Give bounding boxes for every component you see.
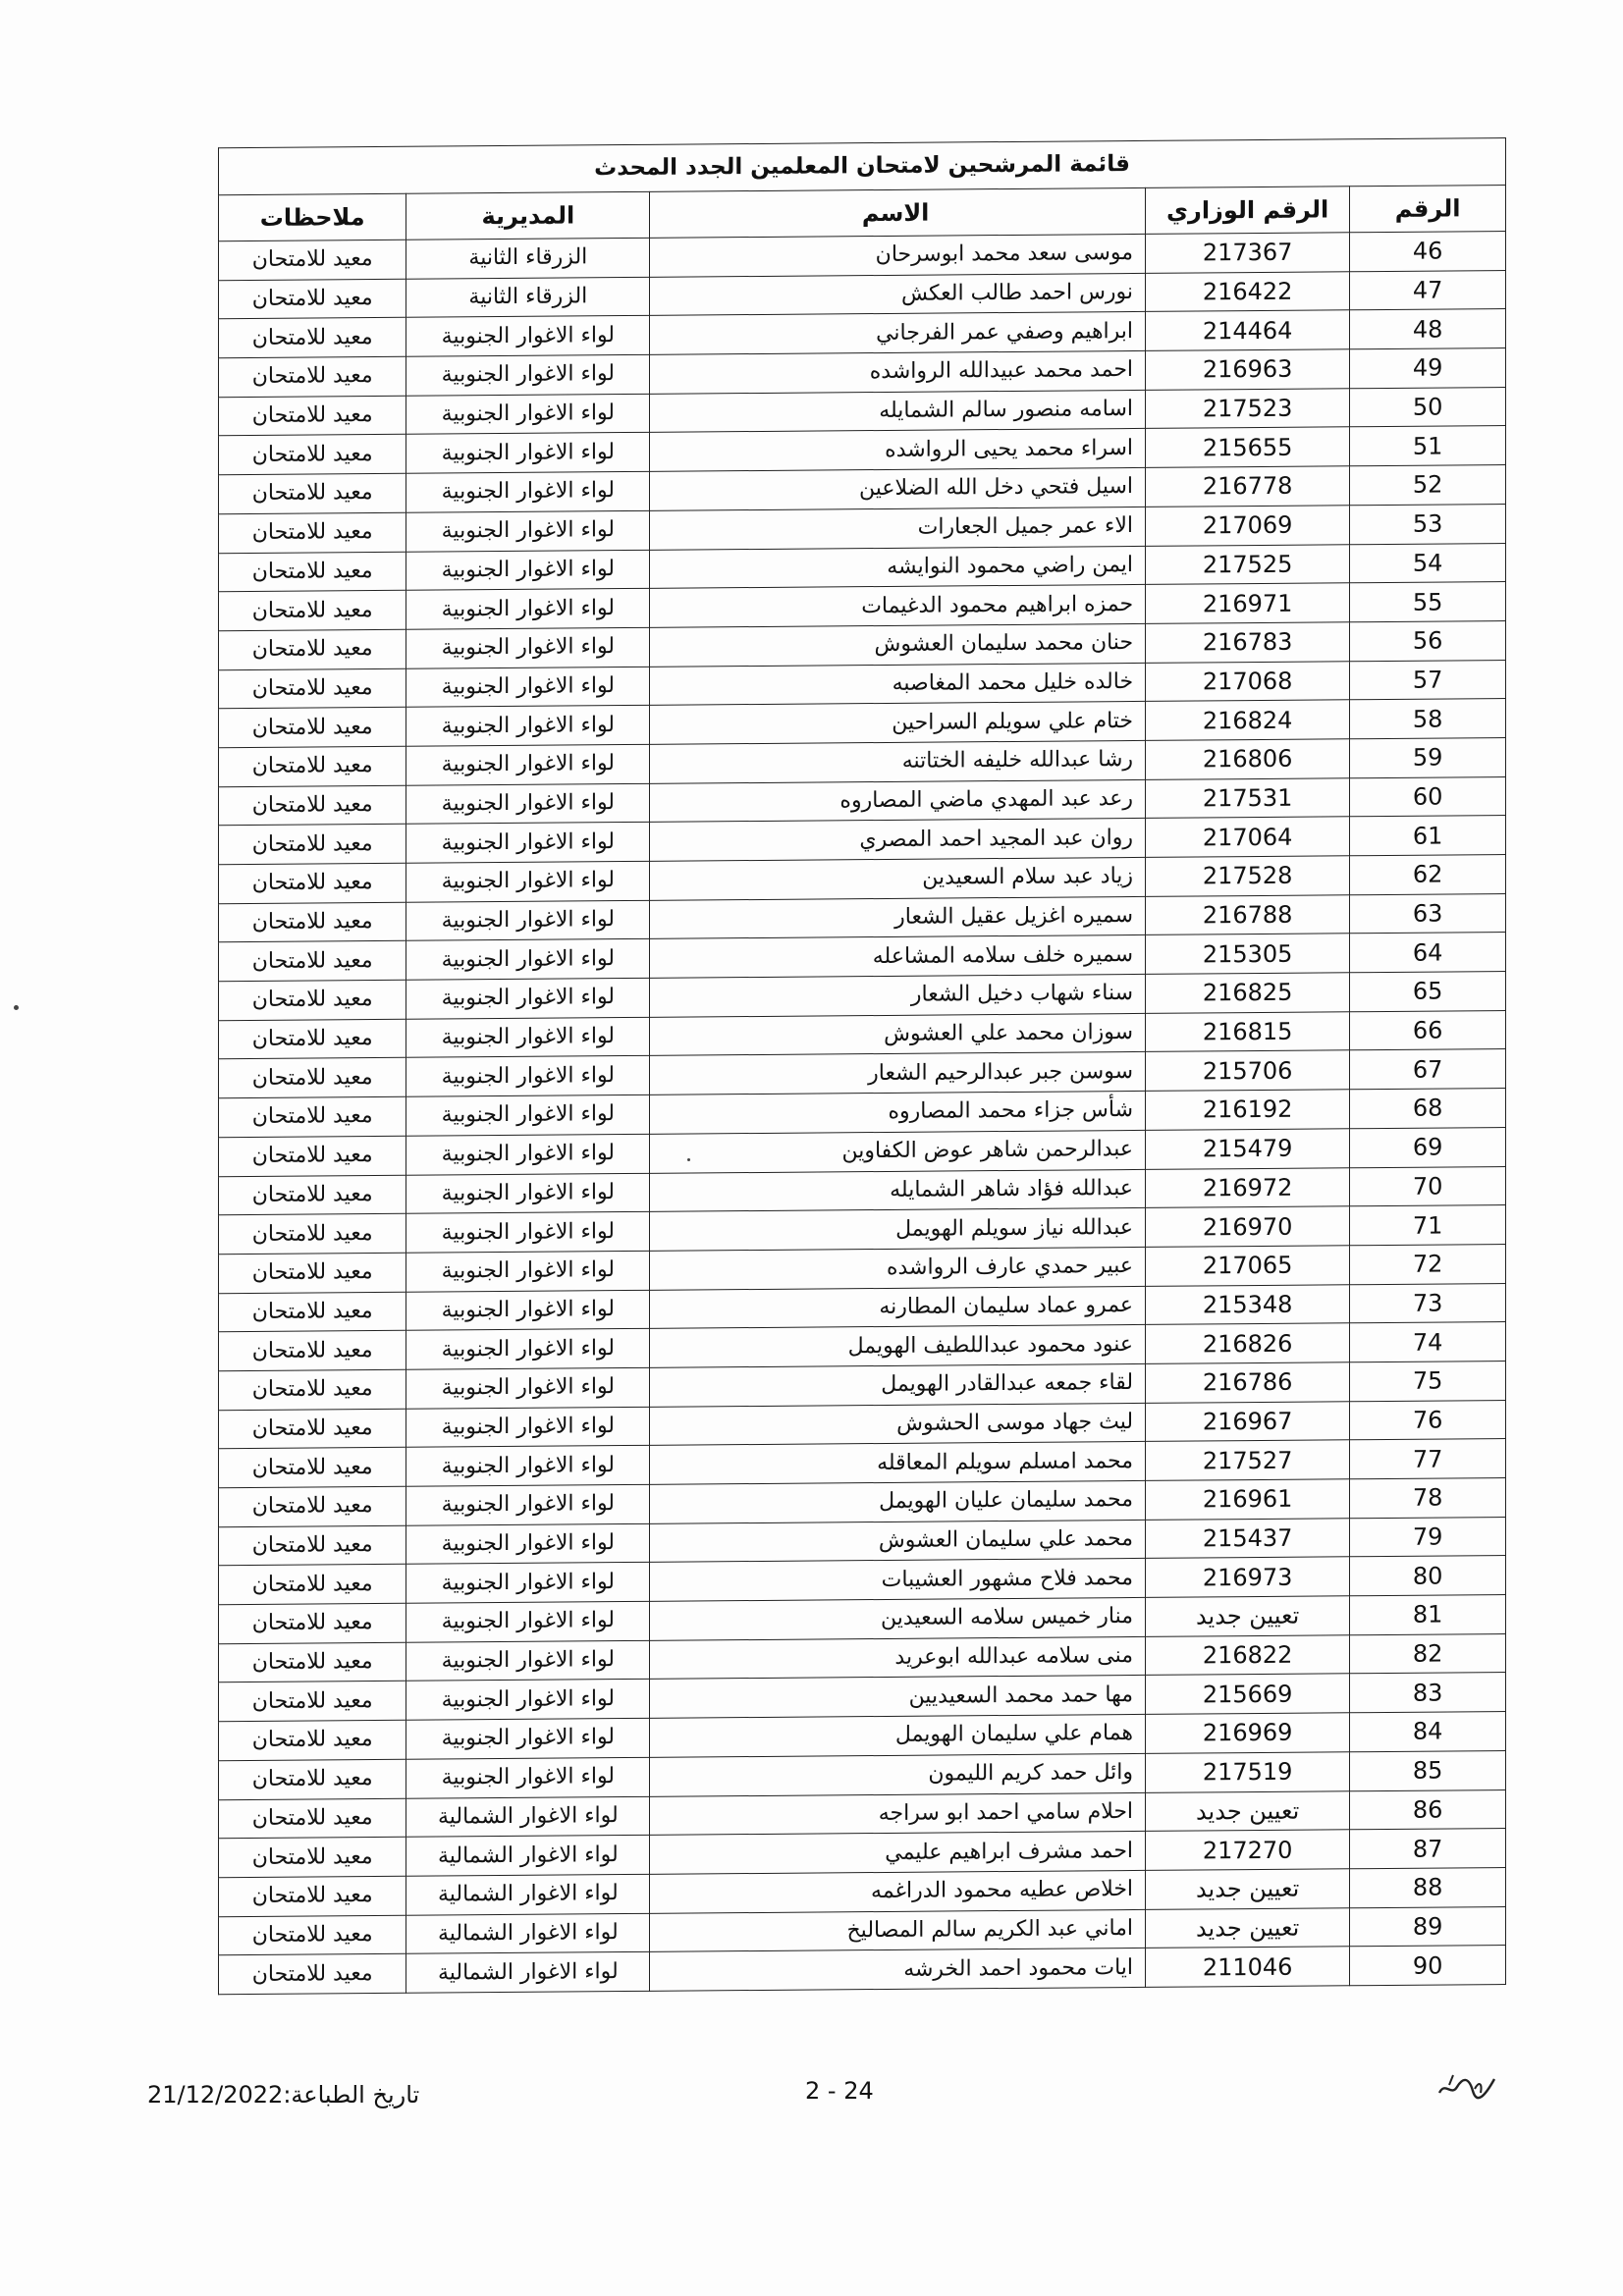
cell-ministry-id: 216783 — [1146, 622, 1350, 663]
scan-speck — [14, 1005, 19, 1010]
cell-directorate: لواء الاغوار الجنوبية — [406, 1173, 650, 1214]
cell-notes: معيد للامتحان — [219, 980, 406, 1020]
cell-num: 88 — [1350, 1867, 1506, 1907]
cell-name: همام علي سليمان الهويمل — [650, 1715, 1146, 1758]
cell-num: 89 — [1350, 1906, 1506, 1947]
cell-num: 77 — [1350, 1439, 1506, 1479]
cell-ministry-id: 214464 — [1146, 310, 1350, 350]
cell-ministry-id: 217270 — [1146, 1830, 1350, 1870]
cell-name: عنود محمود عبداللطيف الهويمل — [650, 1325, 1146, 1368]
cell-directorate: لواء الاغوار الشمالية — [406, 1796, 650, 1838]
cell-name: اماني عبد الكريم سالم المصاليخ — [650, 1909, 1146, 1952]
cell-directorate: لواء الاغوار الجنوبية — [406, 1329, 650, 1370]
cell-name: سوسن جبر عبدالرحيم الشعار — [650, 1052, 1146, 1095]
cell-notes: معيد للامتحان — [219, 1837, 406, 1877]
cell-num: 50 — [1350, 387, 1506, 427]
cell-directorate: لواء الاغوار الجنوبية — [406, 1757, 650, 1798]
cell-name: عبير حمدي عارف الرواشده — [650, 1247, 1146, 1290]
scan-speck — [687, 1158, 690, 1161]
cell-notes: معيد للامتحان — [219, 1642, 406, 1682]
cell-num: 58 — [1350, 699, 1506, 739]
cell-directorate: لواء الاغوار الجنوبية — [406, 978, 650, 1019]
candidates-table — [218, 137, 1506, 1995]
cell-name: روان عبد المجيد احمد المصري — [650, 819, 1146, 862]
cell-num: 73 — [1350, 1283, 1506, 1323]
cell-num: 59 — [1350, 737, 1506, 777]
cell-directorate: لواء الاغوار الجنوبية — [406, 1563, 650, 1604]
cell-num: 75 — [1350, 1361, 1506, 1401]
cell-notes: معيد للامتحان — [219, 1369, 406, 1410]
cell-notes: معيد للامتحان — [219, 1603, 406, 1643]
cell-directorate: لواء الاغوار الجنوبية — [406, 1446, 650, 1487]
cell-num: 48 — [1350, 309, 1506, 349]
candidates-table-wrapper — [218, 137, 1506, 1995]
cell-name: احلام سامي احمد ابو سراجه — [650, 1792, 1146, 1836]
cell-num: 81 — [1350, 1595, 1506, 1635]
header-num: الرقم — [1350, 186, 1506, 233]
cell-notes: معيد للامتحان — [219, 941, 406, 982]
cell-name: خالده خليل محمد المغاصبه — [650, 663, 1146, 706]
cell-num: 46 — [1350, 232, 1506, 272]
cell-num: 65 — [1350, 972, 1506, 1012]
header-ministry-id: الرقم الوزاري — [1146, 187, 1350, 235]
cell-notes: معيد للامتحان — [219, 1486, 406, 1526]
cell-name: ختام علي سويلم السراحين — [650, 702, 1146, 745]
cell-name: ايمن راضي محمود النوايشه — [650, 546, 1146, 589]
cell-directorate: لواء الاغوار الجنوبية — [406, 861, 650, 902]
cell-num: 87 — [1350, 1829, 1506, 1869]
cell-name: اسامه منصور سالم الشمايله — [650, 390, 1146, 433]
cell-notes: معيد للامتحان — [219, 1409, 406, 1449]
cell-num: 71 — [1350, 1205, 1506, 1246]
header-notes: ملاحظات — [219, 193, 406, 241]
cell-notes: معيد للامتحان — [219, 1759, 406, 1799]
cell-notes: معيد للامتحان — [219, 1876, 406, 1916]
cell-ministry-id: 215669 — [1146, 1674, 1350, 1714]
cell-ministry-id: 215479 — [1146, 1129, 1350, 1169]
cell-directorate: لواء الاغوار الشمالية — [406, 1952, 650, 1994]
cell-directorate: لواء الاغوار الجنوبية — [406, 1095, 650, 1136]
cell-ministry-id: 216967 — [1146, 1401, 1350, 1441]
cell-name: حمزه ابراهيم محمود الدغيمات — [650, 585, 1146, 628]
cell-name: شأس جزاء محمد المصاروه — [650, 1092, 1146, 1135]
cell-directorate: لواء الاغوار الشمالية — [406, 1913, 650, 1954]
cell-num: 56 — [1350, 620, 1506, 661]
cell-ministry-id: 216822 — [1146, 1635, 1350, 1676]
cell-directorate: لواء الاغوار الجنوبية — [406, 1680, 650, 1721]
cell-notes: معيد للامتحان — [219, 708, 406, 748]
cell-ministry-id: 217527 — [1146, 1440, 1350, 1480]
cell-name: موسى سعد محمد ابوسرحان — [650, 234, 1146, 277]
cell-directorate: الزرقاء الثانية — [406, 277, 650, 318]
cell-notes: معيد للامتحان — [219, 356, 406, 397]
cell-notes: معيد للامتحان — [219, 825, 406, 865]
cell-name: مها حمد محمد السعيديين — [650, 1676, 1146, 1719]
cell-ministry-id: 216778 — [1146, 466, 1350, 507]
cell-notes: معيد للامتحان — [219, 1798, 406, 1839]
cell-num: 85 — [1350, 1750, 1506, 1790]
cell-name: ابراهيم وصفي عمر الفرجاني — [650, 312, 1146, 355]
cell-notes: معيد للامتحان — [219, 668, 406, 709]
cell-notes: معيد للامتحان — [219, 1525, 406, 1566]
cell-directorate: لواء الاغوار الجنوبية — [406, 1407, 650, 1448]
cell-notes: معيد للامتحان — [219, 1954, 406, 1995]
cell-notes: معيد للامتحان — [219, 1175, 406, 1215]
cell-name: عبدالرحمن شاهر عوض الكفاوين — [650, 1130, 1146, 1173]
cell-notes: معيد للامتحان — [219, 318, 406, 358]
cell-num: 60 — [1350, 776, 1506, 817]
cell-ministry-id: 216970 — [1146, 1206, 1350, 1247]
cell-ministry-id: 216972 — [1146, 1167, 1350, 1207]
cell-num: 53 — [1350, 504, 1506, 544]
cell-notes: معيد للامتحان — [219, 279, 406, 319]
cell-name: منى سلامه عبدالله ابوعريد — [650, 1636, 1146, 1680]
cell-notes: معيد للامتحان — [219, 1915, 406, 1955]
cell-notes: معيد للامتحان — [219, 863, 406, 903]
cell-num: 78 — [1350, 1478, 1506, 1519]
header-directorate: المديرية — [406, 191, 650, 240]
signature-mark — [1435, 2067, 1498, 2103]
cell-notes: معيد للامتحان — [219, 1096, 406, 1137]
cell-directorate: لواء الاغوار الجنوبية — [406, 510, 650, 552]
cell-ministry-id: 217069 — [1146, 506, 1350, 546]
cell-notes: معيد للامتحان — [219, 552, 406, 592]
cell-name: عمرو عماد سليمان المطارنه — [650, 1286, 1146, 1329]
cell-name: نورس احمد طالب العكش — [650, 273, 1146, 316]
cell-directorate: لواء الاغوار الجنوبية — [406, 627, 650, 668]
cell-name: اسيل فتحي دخل الله الضلاعين — [650, 468, 1146, 511]
cell-ministry-id: 211046 — [1146, 1947, 1350, 1987]
cell-ministry-id: 217528 — [1146, 856, 1350, 896]
cell-name: وائل حمد كريم الليمون — [650, 1753, 1146, 1796]
cell-ministry-id: 215305 — [1146, 934, 1350, 974]
cell-num: 64 — [1350, 933, 1506, 973]
cell-notes: معيد للامتحان — [219, 1720, 406, 1760]
cell-ministry-id: 217523 — [1146, 389, 1350, 429]
cell-ministry-id: 216788 — [1146, 894, 1350, 934]
cell-name: عبدالله فؤاد شاهر الشمايله — [650, 1169, 1146, 1212]
cell-notes: معيد للامتحان — [219, 396, 406, 436]
cell-name: ايات محمود احمد الخرشه — [650, 1949, 1146, 1992]
cell-name: لقاء جمعه عبدالقادر الهويمل — [650, 1363, 1146, 1407]
cell-name: حنان محمد سليمان العشوش — [650, 623, 1146, 667]
cell-directorate: لواء الاغوار الجنوبية — [406, 744, 650, 785]
cell-num: 54 — [1350, 543, 1506, 583]
cell-ministry-id: 216192 — [1146, 1090, 1350, 1130]
cell-directorate: الزرقاء الثانية — [406, 238, 650, 279]
cell-notes: معيد للامتحان — [219, 785, 406, 826]
cell-name: ليث جهاد موسى الحشوش — [650, 1403, 1146, 1446]
cell-num: 80 — [1350, 1556, 1506, 1596]
cell-notes: معيد للامتحان — [219, 1213, 406, 1254]
cell-ministry-id: 216971 — [1146, 583, 1350, 623]
cell-ministry-id: 217367 — [1146, 233, 1350, 273]
cell-ministry-id: 217531 — [1146, 777, 1350, 818]
cell-notes: معيد للامتحان — [219, 1682, 406, 1722]
cell-directorate: لواء الاغوار الجنوبية — [406, 783, 650, 825]
cell-ministry-id: 217519 — [1146, 1752, 1350, 1792]
cell-num: 69 — [1350, 1127, 1506, 1167]
cell-notes: معيد للامتحان — [219, 1331, 406, 1371]
cell-name: الاء عمر جميل الجعارات — [650, 507, 1146, 550]
cell-name: سميره خلف سلامه المشاعله — [650, 935, 1146, 979]
cell-name: احمد مشرف ابراهيم عليمي — [650, 1832, 1146, 1875]
cell-name: اسراء محمد يحيى الرواشده — [650, 429, 1146, 472]
cell-notes: معيد للامتحان — [219, 1136, 406, 1176]
cell-ministry-id: تعيين جديد — [1146, 1790, 1350, 1831]
table-body — [219, 232, 1506, 1995]
cell-num: 74 — [1350, 1322, 1506, 1362]
cell-notes: معيد للامتحان — [219, 1019, 406, 1059]
cell-name: عبدالله نياز سويلم الهويمل — [650, 1208, 1146, 1252]
cell-directorate: لواء الاغوار الجنوبية — [406, 1212, 650, 1254]
cell-num: 62 — [1350, 855, 1506, 895]
cell-directorate: لواء الاغوار الجنوبية — [406, 550, 650, 591]
cell-ministry-id: 216815 — [1146, 1012, 1350, 1052]
cell-ministry-id: 215437 — [1146, 1518, 1350, 1558]
cell-notes: معيد للامتحان — [219, 1058, 406, 1098]
cell-directorate: لواء الاغوار الجنوبية — [406, 316, 650, 357]
cell-num: 72 — [1350, 1244, 1506, 1284]
header-name: الاسم — [650, 187, 1146, 238]
cell-ministry-id: تعيين جديد — [1146, 1869, 1350, 1909]
cell-notes: معيد للامتحان — [219, 435, 406, 475]
cell-notes: معيد للامتحان — [219, 1565, 406, 1605]
cell-name: محمد امسلم سويلم المعاقله — [650, 1442, 1146, 1485]
cell-ministry-id: 217064 — [1146, 817, 1350, 857]
cell-num: 70 — [1350, 1166, 1506, 1206]
cell-directorate: لواء الاغوار الجنوبية — [406, 1017, 650, 1058]
cell-directorate: لواء الاغوار الجنوبية — [406, 1134, 650, 1175]
cell-ministry-id: 217068 — [1146, 661, 1350, 701]
cell-name: محمد فلاح مشهور العشيبات — [650, 1559, 1146, 1602]
cell-directorate: لواء الاغوار الشمالية — [406, 1836, 650, 1877]
cell-num: 66 — [1350, 1010, 1506, 1050]
cell-ministry-id: 216963 — [1146, 349, 1350, 390]
cell-num: 61 — [1350, 816, 1506, 856]
cell-directorate: لواء الاغوار الجنوبية — [406, 900, 650, 941]
cell-directorate: لواء الاغوار الجنوبية — [406, 1601, 650, 1642]
cell-num: 63 — [1350, 893, 1506, 934]
cell-num: 68 — [1350, 1089, 1506, 1129]
cell-directorate: لواء الاغوار الجنوبية — [406, 1290, 650, 1331]
cell-directorate: لواء الاغوار الجنوبية — [406, 1484, 650, 1525]
cell-directorate: لواء الاغوار الجنوبية — [406, 667, 650, 708]
cell-num: 52 — [1350, 465, 1506, 506]
cell-directorate: لواء الاغوار الجنوبية — [406, 823, 650, 864]
cell-num: 49 — [1350, 348, 1506, 389]
cell-notes: معيد للامتحان — [219, 1292, 406, 1332]
cell-num: 84 — [1350, 1712, 1506, 1752]
cell-ministry-id: 217525 — [1146, 544, 1350, 584]
cell-ministry-id: 215655 — [1146, 427, 1350, 467]
cell-name: منار خميس سلامه السعيدين — [650, 1597, 1146, 1640]
cell-directorate: لواء الاغوار الجنوبية — [406, 1718, 650, 1759]
cell-directorate: لواء الاغوار الجنوبية — [406, 1056, 650, 1097]
cell-ministry-id: 216806 — [1146, 739, 1350, 779]
cell-name: رعد عبد المهدي ماضي المصاروه — [650, 779, 1146, 823]
cell-name: محمد علي سليمان العشوش — [650, 1520, 1146, 1563]
cell-num: 57 — [1350, 660, 1506, 700]
cell-ministry-id: 216786 — [1146, 1362, 1350, 1403]
cell-num: 76 — [1350, 1400, 1506, 1440]
cell-num: 90 — [1350, 1946, 1506, 1986]
cell-name: سوزان محمد علي العشوش — [650, 1013, 1146, 1056]
cell-directorate: لواء الاغوار الجنوبية — [406, 471, 650, 512]
cell-notes: معيد للامتحان — [219, 1253, 406, 1293]
cell-directorate: لواء الاغوار الجنوبية — [406, 939, 650, 981]
cell-directorate: لواء الاغوار الشمالية — [406, 1874, 650, 1915]
cell-name: رشا عبدالله خليفه الختاتنه — [650, 740, 1146, 783]
cell-name: سميره اغزيل عقيل الشعار — [650, 896, 1146, 939]
cell-notes: معيد للامتحان — [219, 512, 406, 553]
cell-num: 47 — [1350, 270, 1506, 310]
print-date: تاريخ الطباعة:21/12/2022 — [147, 2081, 420, 2109]
cell-notes: معيد للامتحان — [219, 746, 406, 786]
cell-num: 83 — [1350, 1673, 1506, 1713]
cell-ministry-id: 216825 — [1146, 973, 1350, 1013]
cell-ministry-id: 215348 — [1146, 1284, 1350, 1324]
page-number: 2 - 24 — [805, 2077, 874, 2105]
cell-directorate: لواء الاغوار الجنوبية — [406, 1523, 650, 1565]
cell-ministry-id: تعيين جديد — [1146, 1596, 1350, 1636]
cell-ministry-id: 216961 — [1146, 1479, 1350, 1520]
cell-directorate: لواء الاغوار الجنوبية — [406, 589, 650, 630]
cell-ministry-id: تعيين جديد — [1146, 1907, 1350, 1948]
cell-notes: معيد للامتحان — [219, 902, 406, 942]
cell-ministry-id: 215706 — [1146, 1050, 1350, 1091]
cell-num: 86 — [1350, 1789, 1506, 1830]
cell-name: سناء شهاب دخيل الشعار — [650, 974, 1146, 1017]
cell-num: 82 — [1350, 1633, 1506, 1674]
cell-notes: معيد للامتحان — [219, 240, 406, 280]
cell-ministry-id: 216824 — [1146, 700, 1350, 740]
cell-ministry-id: 217065 — [1146, 1246, 1350, 1286]
cell-num: 79 — [1350, 1517, 1506, 1557]
cell-num: 51 — [1350, 426, 1506, 466]
cell-name: زياد عبد سلام السعيدين — [650, 857, 1146, 900]
cell-directorate: لواء الاغوار الجنوبية — [406, 1640, 650, 1682]
cell-ministry-id: 216969 — [1146, 1713, 1350, 1753]
table-title: قائمة المرشحين لامتحان المعلمين الجدد المحدث — [219, 138, 1506, 195]
cell-directorate: لواء الاغوار الجنوبية — [406, 706, 650, 747]
cell-num: 55 — [1350, 582, 1506, 622]
cell-name: احمد محمد عبيدالله الرواشده — [650, 350, 1146, 394]
cell-notes: معيد للامتحان — [219, 629, 406, 669]
cell-directorate: لواء الاغوار الجنوبية — [406, 433, 650, 474]
cell-num: 67 — [1350, 1049, 1506, 1090]
cell-directorate: لواء الاغوار الجنوبية — [406, 1251, 650, 1292]
cell-notes: معيد للامتحان — [219, 473, 406, 513]
cell-directorate: لواء الاغوار الجنوبية — [406, 394, 650, 435]
cell-ministry-id: 216422 — [1146, 271, 1350, 311]
cell-notes: معيد للامتحان — [219, 1448, 406, 1488]
cell-name: اخلاص عطيه محمود الدراغمه — [650, 1870, 1146, 1913]
cell-ministry-id: 216826 — [1146, 1323, 1350, 1363]
cell-name: محمد سليمان عليان الهويمل — [650, 1480, 1146, 1523]
cell-ministry-id: 216973 — [1146, 1557, 1350, 1597]
cell-notes: معيد للامتحان — [219, 590, 406, 630]
cell-directorate: لواء الاغوار الجنوبية — [406, 354, 650, 396]
cell-directorate: لواء الاغوار الجنوبية — [406, 1367, 650, 1409]
